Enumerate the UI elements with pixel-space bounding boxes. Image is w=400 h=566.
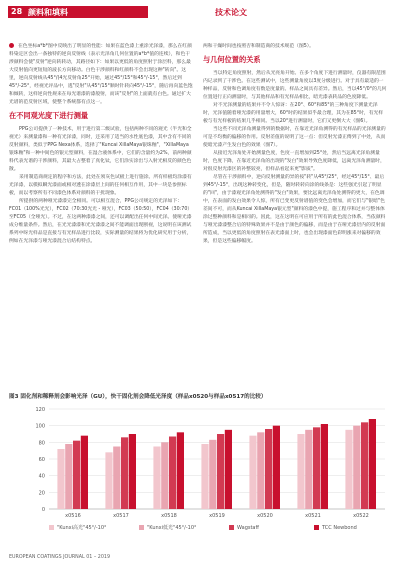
right-column <box>203 43 387 246</box>
legend-label: Wagstaff <box>237 525 259 531</box>
bar <box>297 434 304 509</box>
bar <box>73 441 80 509</box>
section-heading-geometry: 与几何位置的关系 <box>203 55 261 64</box>
x-tick-label: x0517 <box>113 513 129 519</box>
paragraph: 两和干燥时间也按照否和制造商的技术规范（图5）。 <box>203 44 314 49</box>
bar <box>209 440 216 509</box>
bar <box>225 430 232 509</box>
bar <box>161 442 168 509</box>
bar <box>201 444 208 509</box>
bar <box>321 424 328 509</box>
bar <box>153 447 160 510</box>
bar <box>105 452 112 509</box>
paragraph: PPG公司提供了一种技术，用于进行第二级试验，包括两种不同的观光（半光和全视光）来测量漆和一种有光泽漆，同时，还采用了适当的水性底色漆，其中含有不同的反射颜料，类似于PPG Nexa体系，选择了"Kuncai XillaMaya银珠釉"，"XillaMaya银珠釉"和一种中间色的银元型颜料，在湿合液体系中，它们的含量约为2%，前两种颜料代表光谱的干涉颜料，其最大占整着了真化钛，它们涂实涂出与入射光相反的颜色色散。 <box>9 127 192 172</box>
paragraph: 采用制造商规定的程序和方法，此处在须灰色试板上进行施涂。所有样板均涂漆有光泽漆，以模拟瞬光漆面或相对透在涂漆层上间的任何相互作用，其中一块是参照标板，而以考察所有不同漆色体系对颜料的干扰现象。 <box>9 175 192 196</box>
bar <box>65 444 72 509</box>
section-heading-measure: 在不同观光度下进行测量 <box>9 111 89 120</box>
bar <box>273 426 280 509</box>
page-footer: EUROPEAN COATINGS JOURNAL 01 – 2019 <box>9 555 110 560</box>
bar <box>249 436 256 509</box>
y-tick-label: 100 <box>35 423 45 430</box>
paragraph: 当这些不同光泽角测量得到的数据时，在靠近光泽角测得的有光样品的光泽测量的可是不均衡的偏移的作用。反射差值的说明了这一点：但反射光漆正傅到了中处，从而使暗光漆产生发白色的效果（图7）。 <box>203 127 386 148</box>
bar <box>265 429 272 509</box>
y-tick-label: 0 <box>41 507 45 513</box>
page-header <box>0 0 400 20</box>
x-tick-label: x0516 <box>65 513 81 519</box>
legend-swatch <box>229 525 234 530</box>
bar <box>57 449 64 509</box>
paragraph: 对不光泽测量的结果并不令人惊讶：在20°、60°和85°的三种角度下测量光泽时，光泽值随着哑光漆的用量增大，60°时的结果似乎最合理，其为在85°时，有光样板与有光样板的结果几乎相同。当以20°进行测量时，它们又更倒大大（图6）。 <box>203 103 384 124</box>
left-column <box>9 43 193 246</box>
intro-paragraph: 在色坐标a*b*图中反映出了明显的性能：如果在蓝色漆上重涂光泽漆，那么在红颜料染定区会出一条独特的逆向反射线（表示光泽角几何位置的a*b*值的连续），和色干涉颜料会使"反射"逆向转转动，其路径如下：如果以更低的角度照射于涂层料，那么最大反射值向更短短的波长方向移动。白色干涉颜料和红颜料不会出现这种"转向"。这里，逆向反射线从45°/(4光反射角25°开始，通过45°/15°和45°/-15°，然后过到45°/-25°，经视光评品中，逃"反射"从45°/15°顺时针转向45°/-15°，随后再向蓝色饱和倾转，这样逆向性规来在每光谱漆的漆般射，而该"反射"的上面就有白色。通过扩大光谱的范反射区域，使整个系统都有点这一。 <box>9 44 193 105</box>
legend-swatch <box>49 525 54 530</box>
paragraph: 尽管在干涉颜料中，逆向反射测量的异的按"转"从45°/25°，经过45°/15°、最后到45°/-15°，出现这种转变化，但是，随时转转向涂的线条是：这些强光引起了明显的"回"，由于漆观光泽角处测得的"发白"效果，要比远离光泽角处测得的更大，在色调中，在表面的发白效果令人惊，所有已变更反射谱值的变色会增加，而它们与"银暗"色差间不可，而从Kuncai XillaMaya银元型"颜料的漆色中提，施工程序和过并与整体体涂过整种颜料和是相同的。因此，这在这明在可应用于所有的此色混合体系，当依颜料与哑光漆漆整合后的特殊效果并不是由于颜色的偏移，而是由于在哑光漆层内的反射面所造成，当以更低的角度照射在表光漆面上时，也会出现漆面色彩明涨来对偏移的效果，但是这些偏移幅度。 <box>203 175 386 244</box>
bar <box>169 437 176 510</box>
legend-label: "Kunxi高光"45°/-10° <box>57 525 107 531</box>
x-tick-label: x0520 <box>257 513 273 519</box>
legend-label: TCC Newbond <box>322 525 357 531</box>
bar <box>81 436 88 509</box>
bar <box>129 434 136 509</box>
bar <box>369 419 376 509</box>
bar <box>177 432 184 509</box>
section-label: 颜料和填料 <box>28 8 68 17</box>
doc-type-label: 技术论文 <box>215 8 247 17</box>
bar <box>217 434 224 509</box>
y-tick-label: 20 <box>38 490 45 497</box>
y-tick-label: 80 <box>38 440 45 447</box>
paragraph: 所提供的两种哑光漆漆完全相同。可以相互混合，PPG公司规定的光泽如下：FC01（100%光光），FC02（70:30光光 - 哑光），FC03（50:50），FC04（30:70）至FC05（全哑光）。不过，在这两种漆漆之间，还可以调配出任何中间光泽。使哑光漆成分维量条件。然后，在光光漆漆和光光漆漆之间不能调面出现断视，这说明在该测试系列中呀光样品是直接与有光样品进行比较，实际测量的结果将为优化研究用于分析，例如在光泽漆与哑光漆混合后结构特点。 <box>9 199 193 244</box>
legend-label: "Kunxi低光"45°/-10° <box>147 525 197 531</box>
x-tick-label: x0519 <box>209 513 225 519</box>
figure-3 <box>9 393 393 531</box>
bar <box>345 430 352 509</box>
legend-swatch <box>139 525 144 530</box>
x-tick-label: x0521 <box>305 513 321 519</box>
y-tick-label: 40 <box>38 473 45 480</box>
bar <box>257 432 264 509</box>
x-tick-label: x0522 <box>353 513 369 519</box>
bar <box>353 426 360 509</box>
x-tick-label: x0518 <box>161 513 177 519</box>
page-number: 28 <box>11 7 23 16</box>
bar <box>361 422 368 509</box>
bar <box>305 430 312 509</box>
legend-swatch <box>314 525 319 530</box>
bullet-icon <box>9 43 14 48</box>
paragraph: 当以特定角度照射，然后从光亮角开始。在多个角度下进行测量时，仪器有限范围内记录到了干涉色。在这些测试中，这些测量角度以3度分级进行。对于具有最适的一种样品，反射和色调角度有数是度量的。样品之间具有差异。然后，当以45°/0°的几何位置进行正向测量时，与其他样品和有光样品相比，暗光漆表转品的色度降低。 <box>203 71 387 100</box>
paragraph: 从接近光泽角处开始测量色度，色度一直增加到25°处，然后当远离光泽角测量时，色度下降，在靠近光泽角的出现的"发白"效果导致色度降低，远离光泽角测量时，对很反射光漆区的补整较亮，但样品看起来更"影质"。 <box>203 151 385 172</box>
figure-title: 图3 固化剂和稀释剂会影响光泽（GU），快干固化剂会降低光泽度（样品x0520与样品x0517的比较） <box>9 394 267 400</box>
bar-chart <box>9 403 393 543</box>
bar <box>313 427 320 509</box>
bar <box>113 447 120 510</box>
bar <box>121 437 128 509</box>
y-tick-label: 120 <box>35 407 45 413</box>
y-tick-label: 60 <box>38 457 45 463</box>
